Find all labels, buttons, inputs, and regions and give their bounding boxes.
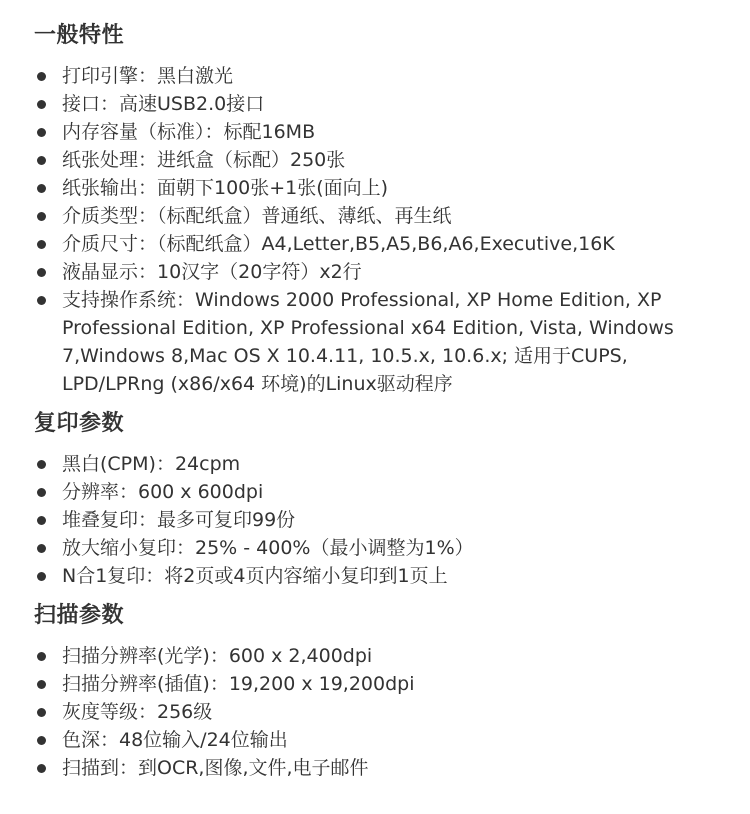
item-text: 内存容量（标准）：标配16MB [62,121,316,143]
item-text: 纸张输出：面朝下100张+1张(面向上) [62,177,389,199]
bullet-icon [37,516,46,525]
item-text: 打印引擎：黑白激光 [62,65,234,87]
section-copy [34,408,726,590]
bullet-icon [37,544,46,553]
bullet-icon [37,212,46,221]
bullet-icon [37,488,46,497]
list-item [34,118,726,146]
section-scan [34,600,726,782]
bullet-icon [37,100,46,109]
list-item [34,90,726,118]
item-text: 介质尺寸：（标配纸盒）A4,Letter,B5,A5,B6,A6,Executive,16K [62,233,615,255]
section-general [34,20,726,398]
list-item [34,146,726,174]
bullet-icon [37,72,46,81]
list-item [34,562,726,590]
list-item [34,698,726,726]
item-text: 色深：48位输入/24位输出 [62,729,288,751]
bullet-icon [37,128,46,137]
item-text: 扫描到：到OCR,图像,文件,电子邮件 [62,757,369,779]
bullet-icon [37,184,46,193]
list-item [34,202,726,230]
section-title: 一般特性 [34,23,125,48]
item-text: 液晶显示：10汉字（20字符）x2行 [62,261,362,283]
list-item [34,642,726,670]
bullet-icon [37,156,46,165]
bullet-icon [37,652,46,661]
list-item [34,230,726,258]
bullet-icon [37,296,46,305]
list-item [34,478,726,506]
bullet-icon [37,268,46,277]
spec-list [34,450,726,590]
list-item [34,534,726,562]
item-text: 堆叠复印：最多可复印99份 [62,509,296,531]
item-text: 扫描分辨率(光学)：600 x 2,400dpi [62,645,373,667]
item-text: 接口：高速USB2.0接口 [62,93,265,115]
spec-list [34,642,726,782]
item-text: 放大缩小复印：25% - 400%（最小调整为1%） [62,537,474,559]
item-text: 介质类型：（标配纸盒）普通纸、薄纸、再生纸 [62,205,452,227]
item-text: 分辨率：600 x 600dpi [62,481,264,503]
list-item [34,258,726,286]
bullet-icon [37,572,46,581]
list-item [34,754,726,782]
spec-list [34,62,726,398]
list-item [34,174,726,202]
bullet-icon [37,764,46,773]
item-text: 扫描分辨率(插值)：19,200 x 19,200dpi [62,673,415,695]
bullet-icon [37,708,46,717]
bullet-icon [37,736,46,745]
list-item [34,450,726,478]
bullet-icon [37,460,46,469]
list-item [34,62,726,90]
item-text: 灰度等级：256级 [62,701,213,723]
section-title: 扫描参数 [34,603,125,628]
bullet-icon [37,240,46,249]
list-item [34,506,726,534]
list-item [34,286,726,398]
item-text: 黑白(CPM)：24cpm [62,453,241,475]
item-text: N合1复印：将2页或4页内容缩小复印到1页上 [62,565,448,587]
list-item [34,670,726,698]
item-text: 支持操作系统：Windows 2000 Professional, XP Home Edition, XP Professional Edition, XP Professional x64 Edition, Vista, Windows 7,Windows 8,Mac OS X 10.4.11, 10.5.x, 10.6.x; 适用于CUPS, LPD/LPRng (x86/x64 环境)的Linux驱动程序 [62,289,674,395]
list-item [34,726,726,754]
item-text: 纸张处理：进纸盒（标配）250张 [62,149,346,171]
bullet-icon [37,680,46,689]
section-title: 复印参数 [34,411,125,436]
